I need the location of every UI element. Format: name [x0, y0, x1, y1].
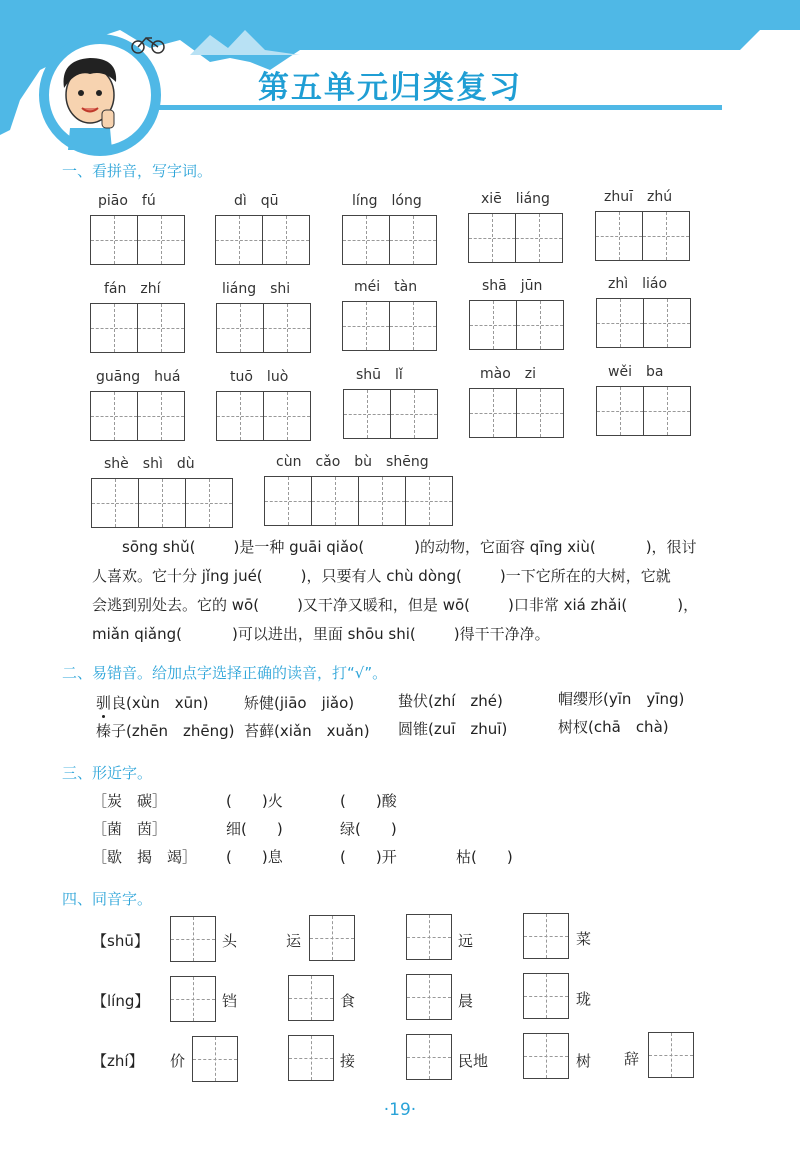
- pronunciation-item[interactable]: 驯良(xùn xūn): [96, 694, 209, 712]
- section1-heading: 一、看拼音，写字词。: [62, 162, 213, 180]
- char-group: ［歇 揭 竭］: [92, 848, 198, 866]
- word-part: 食: [340, 992, 356, 1010]
- write-box[interactable]: [523, 1033, 569, 1079]
- write-box[interactable]: [170, 916, 216, 962]
- char-grid[interactable]: [468, 213, 563, 263]
- char-grid[interactable]: [342, 301, 437, 351]
- pinyin-label: zhì liáo: [608, 276, 668, 292]
- write-box[interactable]: [192, 1036, 238, 1082]
- char-grid[interactable]: [342, 215, 437, 265]
- pinyin-label: fán zhí: [104, 281, 161, 297]
- word-part: 树: [576, 1052, 592, 1070]
- pinyin-label: zhuī zhú: [604, 189, 673, 205]
- char-grid[interactable]: [469, 300, 564, 350]
- pinyin-label: guāng huá: [96, 369, 181, 385]
- pinyin-label: wěi ba: [608, 364, 664, 380]
- homophone-label: 【líng】: [92, 992, 150, 1010]
- char-group: ［菌 茵］: [92, 820, 168, 838]
- word-part: 菜: [576, 930, 592, 948]
- write-box[interactable]: [406, 914, 452, 960]
- char-grid[interactable]: [595, 211, 690, 261]
- pinyin-label: líng lóng: [352, 193, 422, 209]
- write-box[interactable]: [170, 976, 216, 1022]
- pinyin-label: dì qū: [234, 193, 279, 209]
- fill-blank[interactable]: ( )酸: [340, 792, 397, 810]
- pronunciation-item[interactable]: 帽缨形(yīn yīng): [558, 690, 685, 708]
- page-number: ·19·: [383, 1100, 417, 1120]
- char-grid[interactable]: [343, 389, 438, 439]
- write-box[interactable]: [648, 1032, 694, 1078]
- homophone-label: 【shū】: [92, 932, 149, 950]
- fill-blank[interactable]: 细( ): [226, 820, 283, 838]
- pinyin-label: méi tàn: [354, 279, 418, 295]
- section2-heading: 二、易错音。给加点字选择正确的读音，打“√”。: [62, 664, 388, 682]
- fill-blank[interactable]: ( )火: [226, 792, 283, 810]
- char-grid[interactable]: [216, 303, 311, 353]
- boy-mascot-icon: [64, 58, 117, 150]
- pinyin-label: shè shì dù: [104, 456, 195, 472]
- fill-blank[interactable]: 绿( ): [340, 820, 397, 838]
- word-part: 晨: [458, 992, 474, 1010]
- word-part: 头: [222, 932, 238, 950]
- homophone-label: 【zhí】: [92, 1052, 144, 1070]
- word-part: 远: [458, 932, 474, 950]
- passage: sōng shǔ( )是一种 guāi qiǎo( )的动物，它面容 qīng xiù( )，很讨 人喜欢。它十分 jǐng jué( )，只要有人 chù dòng( )一下它所在的大树，它就 会逃到别处去。它的 wō( )又干净又暖和，但是 wō( )口非常 xiá zhǎi( )， miǎn qiǎng( )可以进出，里面 shōu shi( )得干干净净。: [92, 538, 699, 643]
- section3-heading: 三、形近字。: [62, 764, 153, 782]
- pinyin-label: shā jūn: [482, 278, 543, 294]
- char-grid[interactable]: [215, 215, 310, 265]
- pinyin-label: piāo fú: [98, 193, 156, 209]
- fill-blank[interactable]: ( )息: [226, 848, 283, 866]
- pinyin-label: liáng shi: [222, 281, 291, 297]
- fill-blank[interactable]: 枯( ): [456, 848, 513, 866]
- write-box[interactable]: [523, 973, 569, 1019]
- fill-blank[interactable]: ( )开: [340, 848, 397, 866]
- word-part: 接: [340, 1052, 356, 1070]
- write-box[interactable]: [288, 1035, 334, 1081]
- word-part: 铛: [222, 992, 238, 1010]
- char-grid[interactable]: [90, 215, 185, 265]
- pinyin-label: mào zi: [480, 366, 537, 382]
- word-part: 辞: [624, 1050, 640, 1068]
- pronunciation-item[interactable]: 榛子(zhēn zhēng): [96, 722, 235, 740]
- write-box[interactable]: [309, 915, 355, 961]
- write-box[interactable]: [523, 913, 569, 959]
- char-grid[interactable]: [90, 303, 185, 353]
- char-grid[interactable]: [91, 478, 233, 528]
- pinyin-label: xiē liáng: [481, 191, 550, 207]
- pronunciation-item[interactable]: 树杈(chā chà): [558, 718, 669, 736]
- write-box[interactable]: [406, 1034, 452, 1080]
- word-part: 民地: [458, 1052, 489, 1070]
- char-grid[interactable]: [264, 476, 453, 526]
- char-grid[interactable]: [596, 298, 691, 348]
- section4-heading: 四、同音字。: [62, 890, 153, 908]
- write-box[interactable]: [406, 974, 452, 1020]
- pinyin-label: cùn cǎo bù shēng: [276, 454, 429, 470]
- char-grid[interactable]: [216, 391, 311, 441]
- page-title: 第五单元归类复习: [258, 70, 522, 106]
- char-grid[interactable]: [90, 391, 185, 441]
- pinyin-label: shū lǐ: [356, 367, 403, 383]
- write-box[interactable]: [288, 975, 334, 1021]
- char-grid[interactable]: [596, 386, 691, 436]
- pronunciation-item[interactable]: 蛰伏(zhí zhé): [398, 692, 503, 710]
- pronunciation-item[interactable]: 矫健(jiāo jiǎo): [244, 694, 355, 712]
- word-part: 运: [286, 932, 302, 950]
- char-group: ［炭 碳］: [92, 792, 168, 810]
- word-part: 珑: [576, 990, 592, 1008]
- char-grid[interactable]: [469, 388, 564, 438]
- pronunciation-item[interactable]: 苔藓(xiǎn xuǎn): [244, 722, 370, 740]
- word-part: 价: [170, 1052, 186, 1070]
- pronunciation-item[interactable]: 圆锥(zuī zhuī): [398, 720, 508, 738]
- pinyin-label: tuō luò: [230, 369, 289, 385]
